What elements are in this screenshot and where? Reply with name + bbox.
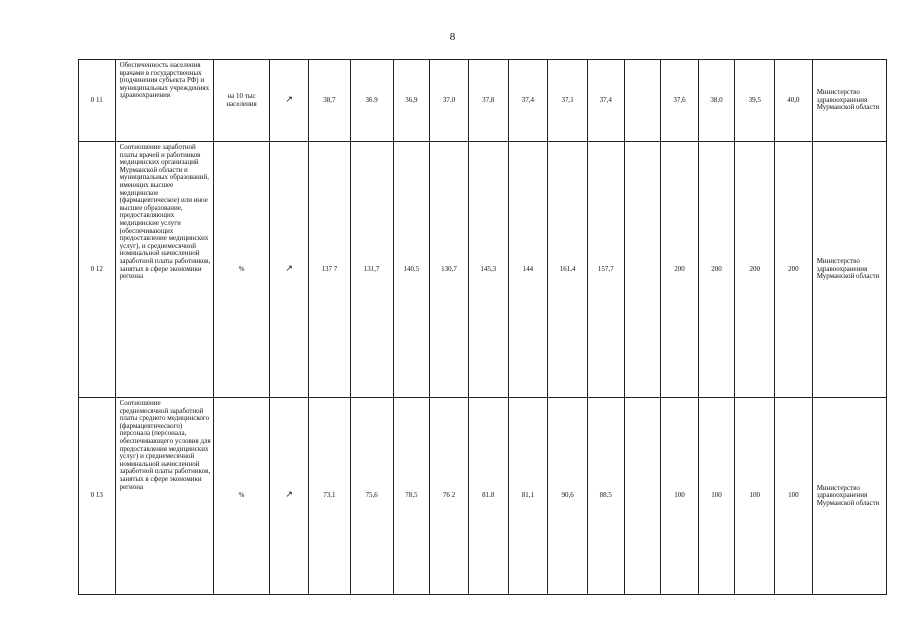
table-row [79, 60, 887, 142]
indicator-name: Обеспеченность населения врачами в государственных (подчинения субъекта РФ) и муниципальных учреждениях здравоохранения [115, 60, 213, 142]
unit-of-measure: % [213, 142, 269, 398]
value-cell: 100 [698, 398, 735, 595]
value-cell: 37,8 [468, 60, 508, 142]
trend-up-icon: ↗ [270, 398, 309, 595]
responsible-organization: Министерство здравоохранения Мурманской области [812, 60, 886, 142]
indicator-code: 0 12 [79, 142, 116, 398]
value-cell: 36.9 [350, 60, 393, 142]
table-row [79, 398, 887, 595]
unit-of-measure: на 10 тыс населения [213, 60, 269, 142]
responsible-organization: Министерство здравоохранения Мурманской области [812, 142, 886, 398]
value-cell: 130,7 [430, 142, 469, 398]
value-cell [624, 398, 661, 595]
value-cell: 39,5 [735, 60, 775, 142]
value-cell: 100 [775, 398, 813, 595]
value-cell: 37,1 [548, 60, 588, 142]
value-cell: 37,4 [587, 60, 624, 142]
value-cell: 137 7 [308, 142, 350, 398]
value-cell: 40,0 [775, 60, 813, 142]
value-cell: 81.8 [468, 398, 508, 595]
trend-up-icon: ↗ [270, 60, 309, 142]
value-cell: 88.5 [587, 398, 624, 595]
value-cell: 73,1 [308, 398, 350, 595]
value-cell: 200 [698, 142, 735, 398]
value-cell: 37,6 [661, 60, 699, 142]
value-cell: 36,9 [393, 60, 430, 142]
indicator-code: 0 13 [79, 398, 116, 595]
value-cell: 131,7 [350, 142, 393, 398]
value-cell: 200 [735, 142, 775, 398]
value-cell: 90,6 [548, 398, 588, 595]
value-cell: 157,7 [587, 142, 624, 398]
value-cell: 200 [775, 142, 813, 398]
value-cell: 76 2 [430, 398, 469, 595]
value-cell: 78,5 [393, 398, 430, 595]
page-number: 8 [449, 31, 456, 43]
value-cell: 145,3 [468, 142, 508, 398]
value-cell: 37,4 [508, 60, 548, 142]
value-cell: 37.0 [430, 60, 469, 142]
value-cell: 81,1 [508, 398, 548, 595]
value-cell: 200 [661, 142, 699, 398]
table-row [79, 142, 887, 398]
trend-up-icon: ↗ [270, 142, 309, 398]
responsible-organization: Министерство здравоохранения Мурманской области [812, 398, 886, 595]
value-cell: 140.5 [393, 142, 430, 398]
indicator-code: 0 11 [79, 60, 116, 142]
value-cell: 38,7 [308, 60, 350, 142]
value-cell: 38,0 [698, 60, 735, 142]
indicator-name: Соотношение среднемесячной заработной платы среднего медицинского (фармацевтического) персонала (персонала, обеспечивающего условия для предоставления медицинских услуг) и среднемесячной номинальной начисленной заработной платы работников, занятых в сфере экономики региона [115, 398, 213, 595]
value-cell: 100 [661, 398, 699, 595]
unit-of-measure: % [213, 398, 269, 595]
value-cell [624, 142, 661, 398]
value-cell: 161,4 [548, 142, 588, 398]
value-cell [624, 60, 661, 142]
value-cell: 75,6 [350, 398, 393, 595]
indicator-table [78, 59, 887, 595]
indicator-name: Соотношение заработной платы врачей и работников медицинских организаций Мурманской области и муниципальных образований, имеющих высшее медицинское (фармацевтическое) или иное высшее образование, предоставляющих медицинские услуги (обеспечивающих предоставление медицинских услуг), и среднемесячной номинальной начисленной заработной платы работников, занятых в сфере экономики региона [115, 142, 213, 398]
value-cell: 144 [508, 142, 548, 398]
value-cell: 100 [735, 398, 775, 595]
